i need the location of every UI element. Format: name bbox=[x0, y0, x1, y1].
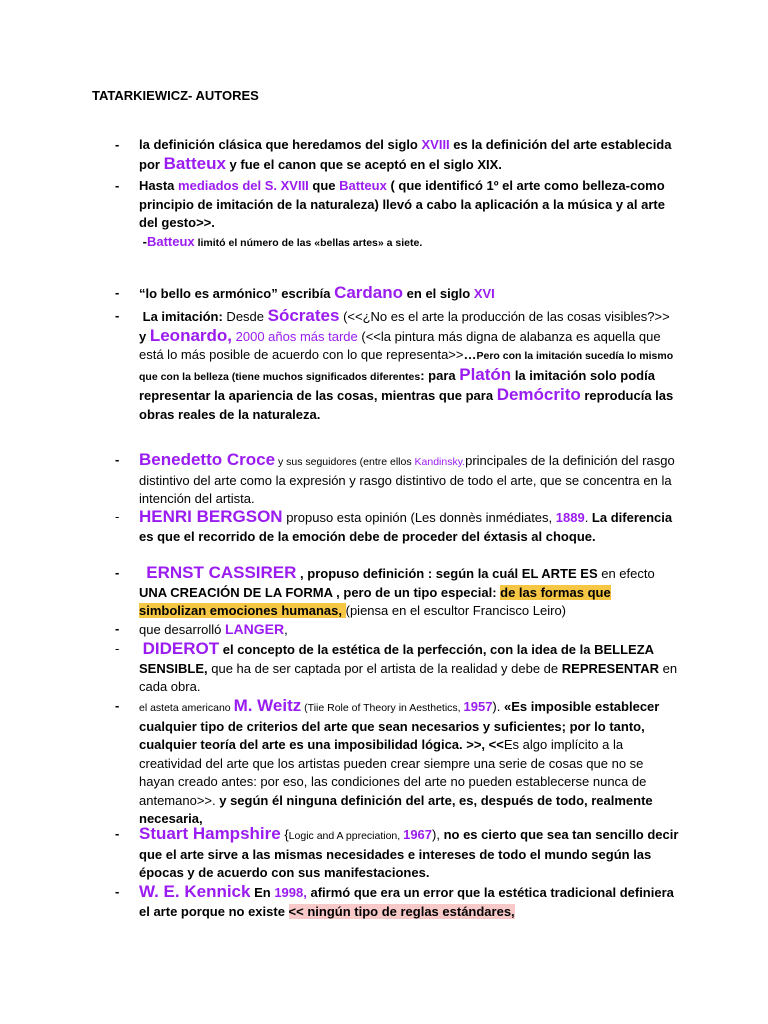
list-item: - Stuart Hampshire {Logic and A ppreciation, 1967), no es cierto que sea tan sencillo decir que el arte sirve a las mismas necesidades e intereses de todo el mundo según las épocas y de acuerdo con sus manifestaciones. bbox=[115, 824, 679, 880]
bullet: - bbox=[115, 509, 120, 524]
bullet: - bbox=[115, 137, 120, 152]
bullet: - bbox=[115, 565, 120, 580]
list-item: - el asteta americano M. Weitz (Tiie Role of Theory in Aesthetics, 1957). «Es imposible establecer cualquier tipo de criterios del arte que sean necesarios y suficientes; por lo tanto, cualquier teoría del arte es una imposibilidad lógica. >>, <<Es algo implícito a la creatividad del arte que los artistas pueden crear siempre una serie de cosas que no se hayan creado antes: por eso, las condiciones del arte no pueden establecerse nunca de antemano>>. y según él ninguna definición del arte, es, después de todo, realmente necesaria, bbox=[115, 696, 660, 826]
list-item: - ERNST CASSIRER , propuso definición : según la cuál EL ARTE ES en efecto UNA CREACIÓN DE LA FORMA , pero de un tipo especial: de las formas que simbolizan emociones humanas, (piensa en el escultor Francisco Leiro) bbox=[115, 563, 655, 618]
bullet: - bbox=[115, 826, 120, 841]
list-item: - La imitación: Desde Sócrates (<<¿No es el arte la producción de las cosas visibles?>> y Leonardo, 2000 años más tarde (<<la pintura más digna de alabanza es aquella que está lo más posible de acuerdo con lo que representa>>…Pero con la imitación sucedía lo mismo que con la belleza (tiene muchos significados diferentes: para Platón la imitación solo podía representar la apariencia de las cosas, mientras que para Demócrito reproducía las obras reales de la naturaleza. bbox=[115, 306, 674, 422]
list-item: - Hasta mediados del S. XVIII que Batteux ( que identificó 1º el arte como belleza-como principio de imitación de la naturaleza) llevó a cabo la aplicación a la música y al arte del gesto>>. -Batteux limitó el número de las «bellas artes» a siete. bbox=[115, 178, 665, 249]
bullet: - bbox=[115, 621, 120, 636]
bullet: - bbox=[115, 285, 120, 300]
list-item: - W. E. Kennick En 1998, afirmó que era un error que la estética tradicional definiera el arte porque no existe << ningún tipo de reglas estándares, bbox=[115, 882, 674, 919]
bullet: - bbox=[115, 641, 120, 656]
bullet: - bbox=[115, 308, 120, 323]
list-item: - Benedetto Croce y sus seguidores (entre ellos Kandinsky.principales de la definición del rasgo distintivo del arte como la expresión y rasgo distintivo de todo el arte, que se concentra en la intención del artista. bbox=[115, 450, 675, 506]
bullet: - bbox=[115, 452, 120, 467]
bullet: - bbox=[115, 698, 120, 713]
list-item: - que desarrolló LANGER, bbox=[115, 621, 288, 637]
list-item: - HENRI BERGSON propuso esta opinión (Les donnès inmédiates, 1889. La diferencia es que el recorrido de la emoción debe de proceder del éxtasis al choque. bbox=[115, 507, 673, 544]
bullet: - bbox=[115, 178, 120, 193]
list-item: - DIDEROT el concepto de la estética de la perfección, con la idea de la BELLEZA SENSIBLE, que ha de ser captada por el artista de la realidad y debe de REPRESENTAR en cada obra. bbox=[115, 639, 678, 694]
document-title: TATARKIEWICZ- AUTORES bbox=[92, 88, 259, 103]
list-item: - “lo bello es armónico” escribía Cardano en el siglo XVI bbox=[115, 283, 495, 302]
list-item: - la definición clásica que heredamos del siglo XVIII es la definición del arte establecida por Batteux y fue el canon que se aceptó en el siglo XIX. bbox=[115, 137, 672, 173]
bullet: - bbox=[115, 884, 120, 899]
